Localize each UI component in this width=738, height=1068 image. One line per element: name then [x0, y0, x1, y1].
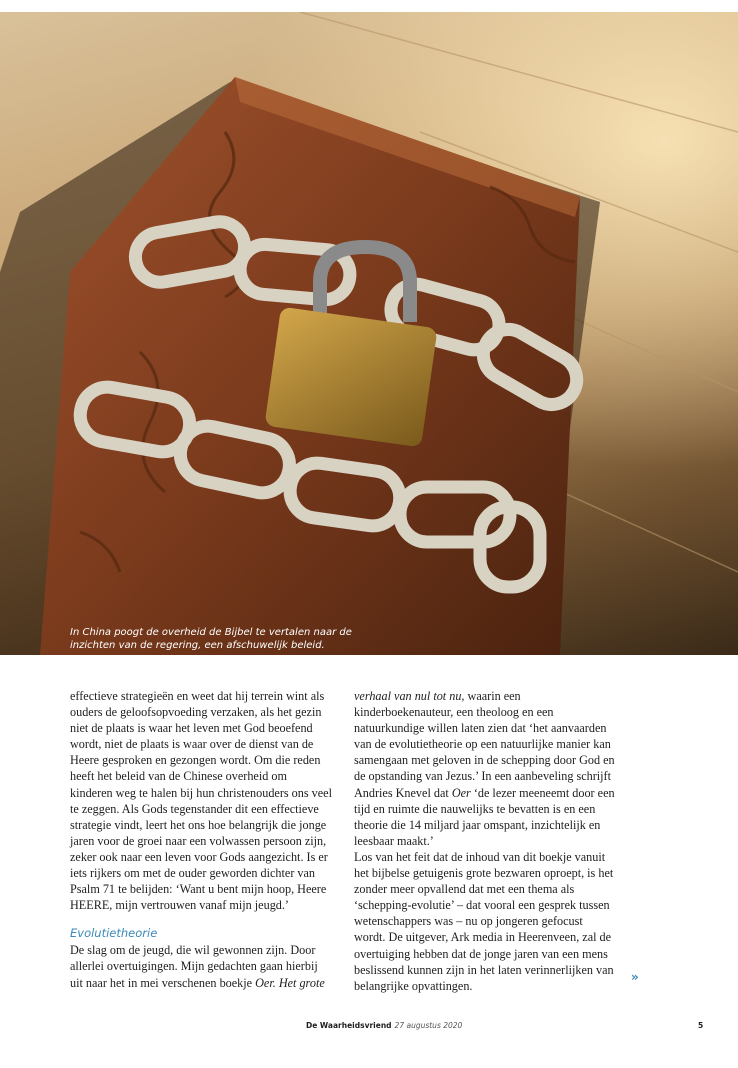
paragraph — [70, 942, 332, 990]
book-title: Oer — [451, 785, 471, 800]
book-title: verhaal van nul tot nu — [354, 689, 462, 703]
paragraph — [354, 688, 616, 849]
paragraph: Los van het feit dat de inhoud van dit boekje vanuit het bijbelse getuigenis grote bezwaren oproept, is het zonder meer opvallend dat met een thema als ‘schepping-evolutie’ – dat vooral een gesprek tussen wetenschappers was – nu op jongeren gefocust wordt. De uitgever, Ark media in Heerenveen, zal de overtuiging hebben dat de jonge jaren van een mens beslissend kunnen zijn in het laten verinnerlijken van belangrijke opvattingen. — [354, 849, 614, 993]
page-number: 5 — [698, 1021, 704, 1030]
book-title: Oer. Het grote — [255, 975, 325, 990]
paragraph-text: De slag om de jeugd, die wil gewonnen zijn. Door allerlei overtuigingen. Mijn gedachten gaan hierbij uit naar het in mei verschenen boekje — [70, 943, 318, 990]
paragraph-text: ‘de lezer meeneemt door een tijd en ruimte die nauwelijks te bevatten is en een theorie die 14 miljard jaar omspant, inzichtelijk en leesbaar maakt.’ — [354, 785, 615, 848]
magazine-name: De Waarheidsvriend — [306, 1021, 392, 1030]
padlock-icon — [264, 307, 437, 448]
bible-chain-lock-photo — [0, 12, 738, 655]
continue-arrow-icon: » — [631, 970, 639, 984]
footer-masthead — [306, 1021, 462, 1030]
paragraph-text: , waarin een kinderboekenauteur, een theoloog en een natuurkundige willen laten zien dat ‘het aanvaarden van de evolutietheorie op een natuurlijke manier kan samengaan met geloven in de schepping door God en de opstanding van Jezus.’ In een aanbeveling schrijft Andries Knevel dat — [354, 689, 615, 800]
article-column-left — [70, 688, 332, 991]
photo-caption: In China poogt de overheid de Bijbel te vertalen naar de inzichten van de regering, een afschuwelijk beleid. — [70, 627, 352, 651]
section-heading: Evolutietheorie — [70, 926, 158, 941]
photo-illustration — [0, 12, 738, 655]
paragraph: effectieve strategieën en weet dat hij terrein wint als ouders de geloofsopvoeding verzaken, als het gezin niet de plaats is waar het leven met God beoefend wordt, niet de plaats is waar over de dienst van de Heere gesproken en gezongen wordt. Om die reden heeft het beleid van de Chinese overheid om kinderen weg te halen bij hun christenouders ons veel te zeggen. Als Gods tegenstander dit een effectieve strategie vindt, leert het ons hoe belangrijk die jonge jaren voor de groei naar een volwassen persoon zijn, zeker ook naar een leven voor Gods aangezicht. Is er iets rijkers om met de ouder geworden dichter van Psalm 71 te belijden: ‘Want u bent mijn hoop, Heere HEERE, mijn vertrouwen vanaf mijn jeugd.’ — [70, 689, 332, 913]
article-column-right — [354, 688, 616, 994]
issue-date: 27 augustus 2020 — [394, 1021, 463, 1030]
